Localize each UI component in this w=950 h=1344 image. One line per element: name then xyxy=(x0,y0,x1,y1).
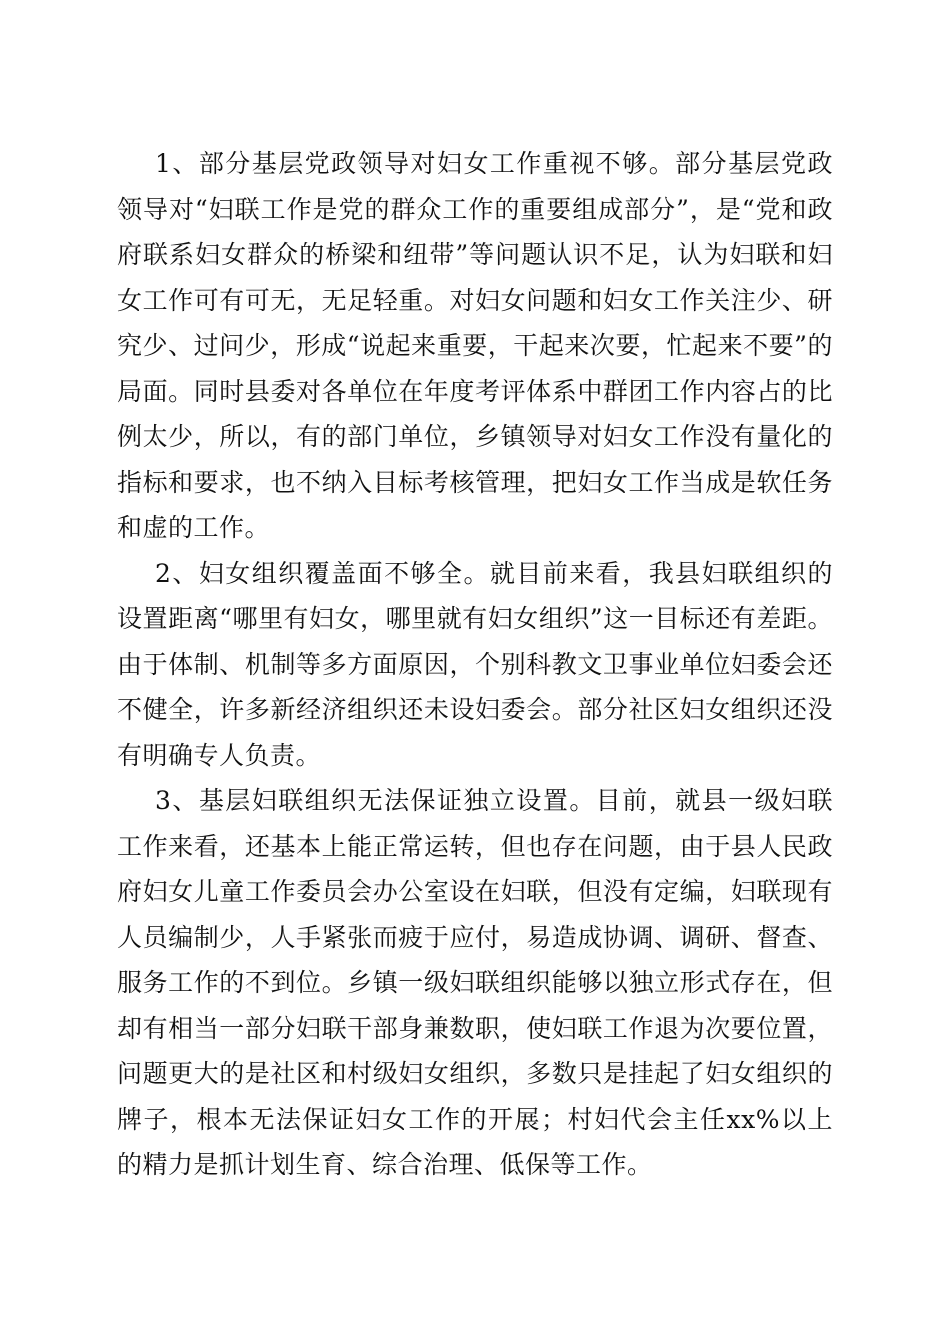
paragraph-2: 2、妇女组织覆盖面不够全。就目前来看，我县妇联组织的设置距离“哪里有妇女，哪里就有妇女组织”这一目标还有差距。由于体制、机制等多方面原因，个别科教文卫事业单位妇委会还不健全，许多新经济组织还未设妇委会。部分社区妇女组织还没有明确专人负责。 xyxy=(117,558,833,770)
paragraph-1: 1、部分基层党政领导对妇女工作重视不够。部分基层党政领导对“妇联工作是党的群众工作的重要组成部分”，是“党和政府联系妇女群众的桥梁和纽带”等问题认识不足，认为妇联和妇女工作可有可无，无足轻重。对妇女问题和妇女工作关注少、研究少、过问少，形成“说起来重要，干起来次要，忙起来不要”的局面。同时县委对各单位在年度考评体系中群团工作内容占的比例太少，所以，有的部门单位，乡镇领导对妇女工作没有量化的指标和要求，也不纳入目标考核管理，把妇女工作当成是软任务和虚的工作。 xyxy=(117,149,833,542)
document-body xyxy=(117,141,833,1188)
paragraph-3: 3、基层妇联组织无法保证独立设置。目前，就县一级妇联工作来看，还基本上能正常运转，但也存在问题，由于县人民政府妇女儿童工作委员会办公室设在妇联，但没有定编，妇联现有人员编制少，人手紧张而疲于应付，易造成协调、调研、督查、服务工作的不到位。乡镇一级妇联组织能够以独立形式存在，但却有相当一部分妇联干部身兼数职，使妇联工作退为次要位置，问题更大的是社区和村级妇女组织，多数只是挂起了妇女组织的牌子，根本无法保证妇女工作的开展；村妇代会主任xx%以上的精力是抓计划生育、综合治理、低保等工作。 xyxy=(117,786,833,1179)
